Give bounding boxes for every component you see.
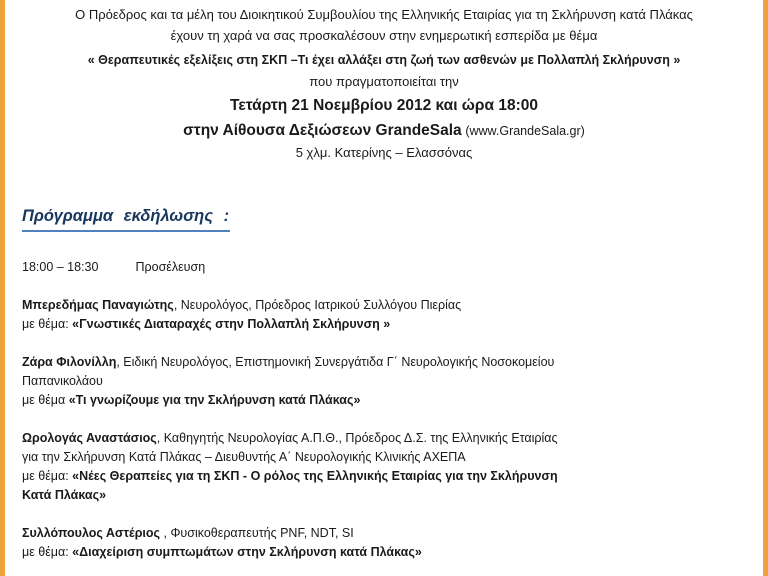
speaker-block xyxy=(22,296,752,334)
speaker-role: , Νευρολόγος, Πρόεδρος Ιατρικού Συλλόγου Πιερίας xyxy=(173,298,462,312)
speaker-topic: «Διαχείριση συμπτωμάτων στην Σκλήρυνση κατά Πλάκας» xyxy=(72,545,422,559)
event-datetime: Τετάρτη 21 Νοεμβρίου 2012 και ώρα 18:00 xyxy=(230,97,538,114)
venue-url: (www.GrandeSala.gr) xyxy=(465,124,585,138)
arrival-row xyxy=(22,258,752,277)
topic-prefix: με θέμα xyxy=(22,393,69,407)
invitation-line-2: έχουν τη χαρά να σας προσκαλέσουν στην ενημερωτική εσπερίδα με θέμα xyxy=(170,28,598,43)
speaker-role-line xyxy=(22,429,752,448)
right-border xyxy=(763,0,768,576)
speaker-topic: «Νέες Θεραπείες για τη ΣΚΠ - Ο ρόλος της Ελληνικής Εταιρίας για την Σκλήρυνση xyxy=(72,469,558,483)
speaker-block xyxy=(22,524,752,562)
program-title: Πρόγραμμα εκδήλωσης : xyxy=(22,207,230,232)
speaker-topic-line xyxy=(22,486,752,505)
speaker-topic: «Τι γνωρίζουμε για την Σκλήρυνση κατά Πλάκας» xyxy=(68,393,361,407)
left-border xyxy=(0,0,5,576)
speaker-topic-line xyxy=(22,543,752,562)
speaker-block xyxy=(22,429,752,505)
arrival-label: Προσέλευση xyxy=(135,260,206,274)
speaker-role: για την Σκλήρυνση Κατά Πλάκας – Διευθυντής Α΄ Νευρολογικής Κλινικής ΑΧΕΠΑ xyxy=(22,450,466,464)
speaker-topic-line xyxy=(22,391,752,410)
speaker-block xyxy=(22,353,752,410)
speaker-role-line xyxy=(22,296,752,315)
speaker-topic-line xyxy=(22,467,752,486)
speaker-role-line xyxy=(22,372,752,391)
speaker-role-line xyxy=(22,448,752,467)
speaker-list xyxy=(22,296,752,562)
speaker-role-line xyxy=(22,353,752,372)
program-schedule xyxy=(22,258,752,562)
invitation-header xyxy=(10,4,758,163)
speaker-role-line xyxy=(22,524,752,543)
speaker-role: , Ειδική Νευρολόγος, Επιστημονική Συνεργάτιδα Γ΄ Νευρολογικής Νοσοκομείου xyxy=(116,355,555,369)
speaker-name: Συλλόπουλος Αστέριος xyxy=(22,526,161,540)
speaker-name: Ζάρα Φιλονίλλη xyxy=(22,355,117,369)
event-topic: « Θεραπευτικές εξελίξεις στη ΣΚΠ –Τι έχει αλλάξει στη ζωή των ασθενών με Πολλαπλή Σκλήρυνση » xyxy=(87,53,681,67)
speaker-topic-line xyxy=(22,315,752,334)
speaker-role: , Καθηγητής Νευρολογίας Α.Π.Θ., Πρόεδρος Δ.Σ. της Ελληνικής Εταιρίας xyxy=(156,431,558,445)
topic-prefix: με θέμα: xyxy=(22,317,73,331)
venue-name: στην Αίθουσα Δεξιώσεων GrandeSala xyxy=(183,122,462,139)
topic-prefix: με θέμα: xyxy=(22,545,73,559)
speaker-role: , Φυσικοθεραπευτής PNF, NDT, SI xyxy=(160,526,354,540)
event-location: 5 χλμ. Κατερίνης – Ελασσόνας xyxy=(295,145,473,160)
arrival-time: 18:00 – 18:30 xyxy=(22,260,99,274)
speaker-topic: Κατά Πλάκας» xyxy=(22,488,107,502)
speaker-role: Παπανικολάου xyxy=(22,374,103,388)
event-intro: που πραγματοποιείται την xyxy=(309,74,459,89)
speaker-name: Μπερεδήμας Παναγιώτης xyxy=(22,298,174,312)
event-venue xyxy=(10,120,758,142)
speaker-topic: «Γνωστικές Διαταραχές στην Πολλαπλή Σκλήρυνση » xyxy=(72,317,391,331)
invitation-line-1: Ο Πρόεδρος και τα μέλη του Διοικητικού Συμβουλίου της Ελληνικής Εταιρίας για τη Σκλήρυνση κατά Πλάκας xyxy=(75,7,693,22)
speaker-name: Ωρολογάς Αναστάσιος xyxy=(22,431,157,445)
topic-prefix: με θέμα: xyxy=(22,469,73,483)
